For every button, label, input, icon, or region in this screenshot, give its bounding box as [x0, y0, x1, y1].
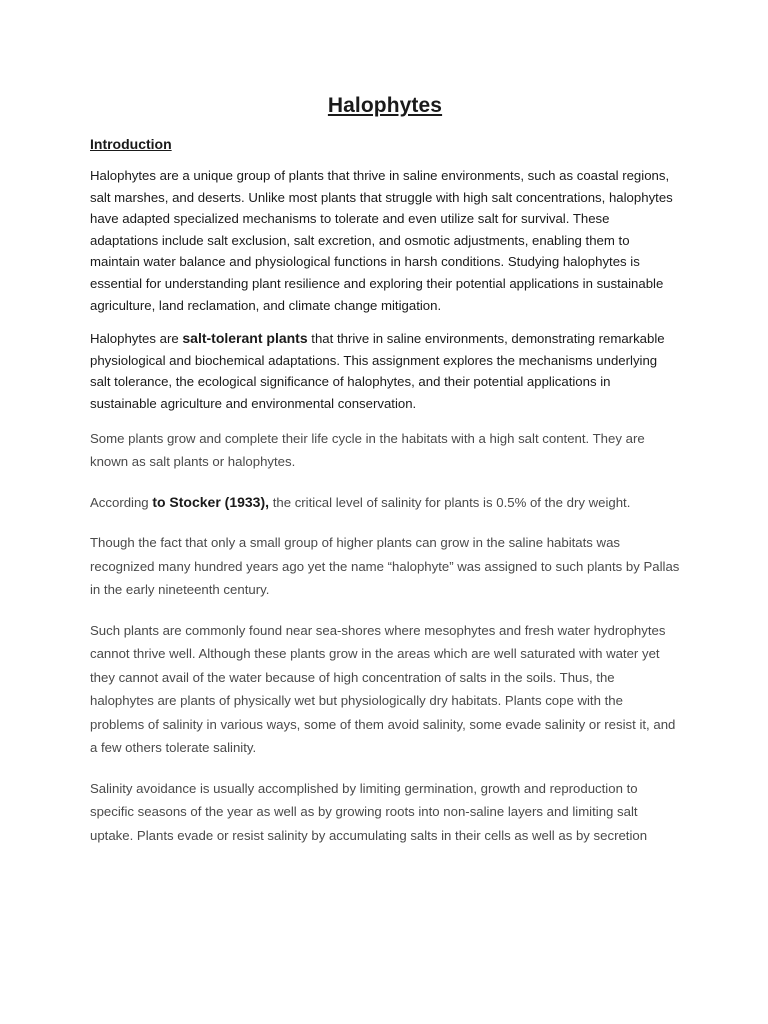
- paragraph-stocker: [90, 491, 680, 515]
- paragraph-salt-plants: Some plants grow and complete their life cycle in the habitats with a high salt content. They are known as salt plants or halophytes.: [90, 430, 645, 470]
- bold-citation-stocker: to Stocker (1933),: [152, 493, 270, 510]
- paragraph-text: that thrive in saline environments, demonstrating remarkable physiological and biochemical adaptations. This assignment explores the mechanisms underlying salt tolerance, the ecological significance of halophytes, and their potential applications in sustainable agriculture and environmental conservation.: [90, 331, 665, 411]
- paragraph-habitats: Such plants are commonly found near sea-shores where mesophytes and fresh water hydrophytes cannot thrive well. Although these plants grow in the areas which are well saturated with water yet they cannot avail of the water because of high concentration of salts in the soils. Thus, the halophytes are plants of physically wet but physiologically dry habitats. Plants cope with the problems of salinity in various ways, some of them avoid salinity, some evade salinity or resist it, and a few others tolerate salinity.: [90, 622, 676, 756]
- paragraph-intro-1: Halophytes are a unique group of plants that thrive in saline environments, such as coastal regions, salt marshes, and deserts. Unlike most plants that struggle with high salt concentrations, halophytes have adapted specialized mechanisms to tolerate and even utilize salt for survival. These adaptations include salt exclusion, salt excretion, and osmotic adjustments, enabling them to maintain water balance and physiological functions in harsh conditions. Studying halophytes is essential for understanding plant resilience and exploring their potential applications in sustainable agriculture, land reclamation, and climate change mitigation.: [90, 168, 673, 313]
- paragraph-intro-2: [90, 328, 680, 414]
- page-title: Halophytes: [327, 94, 443, 117]
- paragraph-salinity-avoidance: Salinity avoidance is usually accomplished by limiting germination, growth and reproduction to specific seasons of the year as well as by growing roots into non-saline layers and limiting salt uptake. Plants evade or resist salinity by accumulating salts in their cells as well as by secretion: [90, 780, 648, 843]
- paragraph-text: the critical level of salinity for plants is 0.5% of the dry weight.: [269, 494, 631, 510]
- bold-term-salt-tolerant: salt-tolerant plants: [182, 330, 308, 347]
- document-page: [90, 94, 680, 864]
- paragraph-history: Though the fact that only a small group of higher plants can grow in the saline habitats was recognized many hundred years ago yet the name “halophyte” was assigned to such plants by Pallas in the early nineteenth century.: [90, 535, 680, 598]
- paragraph-text: According: [90, 494, 153, 510]
- section-heading-introduction: Introduction: [90, 136, 172, 152]
- paragraph-text: Halophytes are: [90, 331, 183, 347]
